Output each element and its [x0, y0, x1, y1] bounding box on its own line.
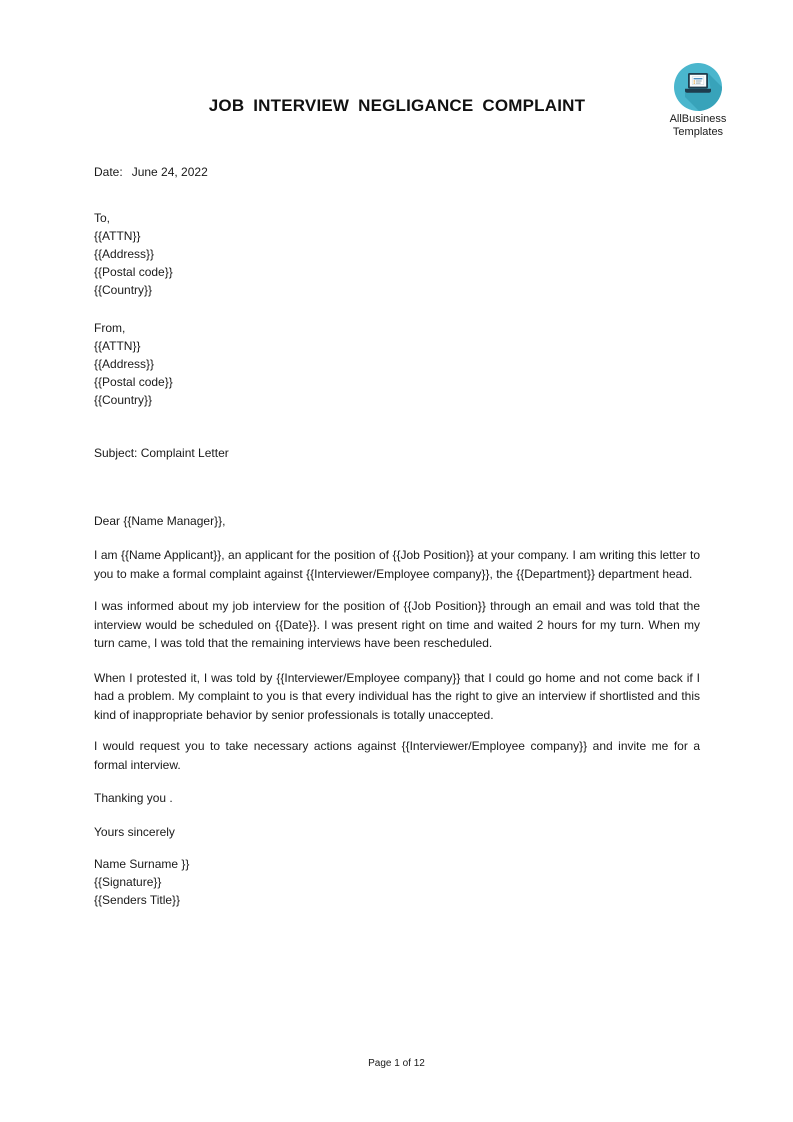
- logo-wordmark-line2: Templates: [672, 126, 724, 138]
- body-paragraph-4: I would request you to take necessary actions against {{Interviewer/Employee company}} and invite me for a formal interview.: [94, 739, 700, 772]
- laptop-glyph: [685, 73, 711, 93]
- date-value: June 24, 2022: [131, 165, 208, 179]
- subject-line: Subject: Complaint Letter: [94, 446, 229, 460]
- body-paragraph-1: I am {{Name Applicant}}, an applicant for the position of {{Job Position}} at your company. I am writing this letter to you to make a formal complaint against {{Interviewer/Employee company}}, the {{Department}} department head.: [94, 548, 700, 581]
- from-attn-placeholder: {{ATTN}}: [94, 339, 141, 353]
- to-heading: To,: [94, 211, 111, 225]
- body-paragraph-2: I was informed about my job interview for the position of {{Job Position}} through an email and was told that the interview would be scheduled on {{Date}}. I was present right on time and waited 2 hours for my turn. When my turn came, I was told that the remaining interviews have been rescheduled.: [94, 599, 700, 650]
- date-label: Date:: [94, 165, 123, 179]
- to-country-placeholder: {{Country}}: [94, 283, 153, 297]
- page-number-footer: Page 1 of 12: [368, 1058, 425, 1069]
- from-address-placeholder: {{Address}}: [94, 357, 155, 371]
- to-attn-placeholder: {{ATTN}}: [94, 229, 141, 243]
- letter-body: [94, 546, 700, 774]
- document-title: JOB INTERVIEW NEGLIGANCE COMPLAINT: [208, 96, 586, 115]
- signature-title-placeholder: {{Senders Title}}: [94, 893, 181, 907]
- signature-name-placeholder: Name Surname }}: [94, 857, 190, 871]
- from-country-placeholder: {{Country}}: [94, 393, 153, 407]
- body-paragraph-3: When I protested it, I was told by {{Interviewer/Employee company}} that I could go home and not come back if I had a problem. My complaint to you is that every individual has the right to give an interview if shortlisted and this kind of inappropriate behavior by senior professionals is totally unaccepted.: [94, 670, 700, 722]
- salutation: Dear {{Name Manager}},: [94, 514, 226, 528]
- from-postal-code-placeholder: {{Postal code}}: [94, 375, 173, 389]
- logo-wordmark-line1: AllBusiness: [669, 113, 727, 125]
- sender-block: [94, 319, 700, 409]
- to-address-placeholder: {{Address}}: [94, 247, 155, 261]
- signature-block: [94, 855, 700, 909]
- laptop-icon: [673, 62, 723, 112]
- from-heading: From,: [94, 321, 126, 335]
- to-postal-code-placeholder: {{Postal code}}: [94, 265, 173, 279]
- closing-line: Yours sincerely: [94, 825, 175, 839]
- recipient-block: [94, 209, 700, 299]
- thanks-line: Thanking you .: [94, 791, 173, 805]
- signature-placeholder: {{Signature}}: [94, 875, 162, 889]
- logo-wordmark: [657, 113, 739, 139]
- date-line: [94, 163, 700, 181]
- allbusiness-logo: [657, 62, 739, 139]
